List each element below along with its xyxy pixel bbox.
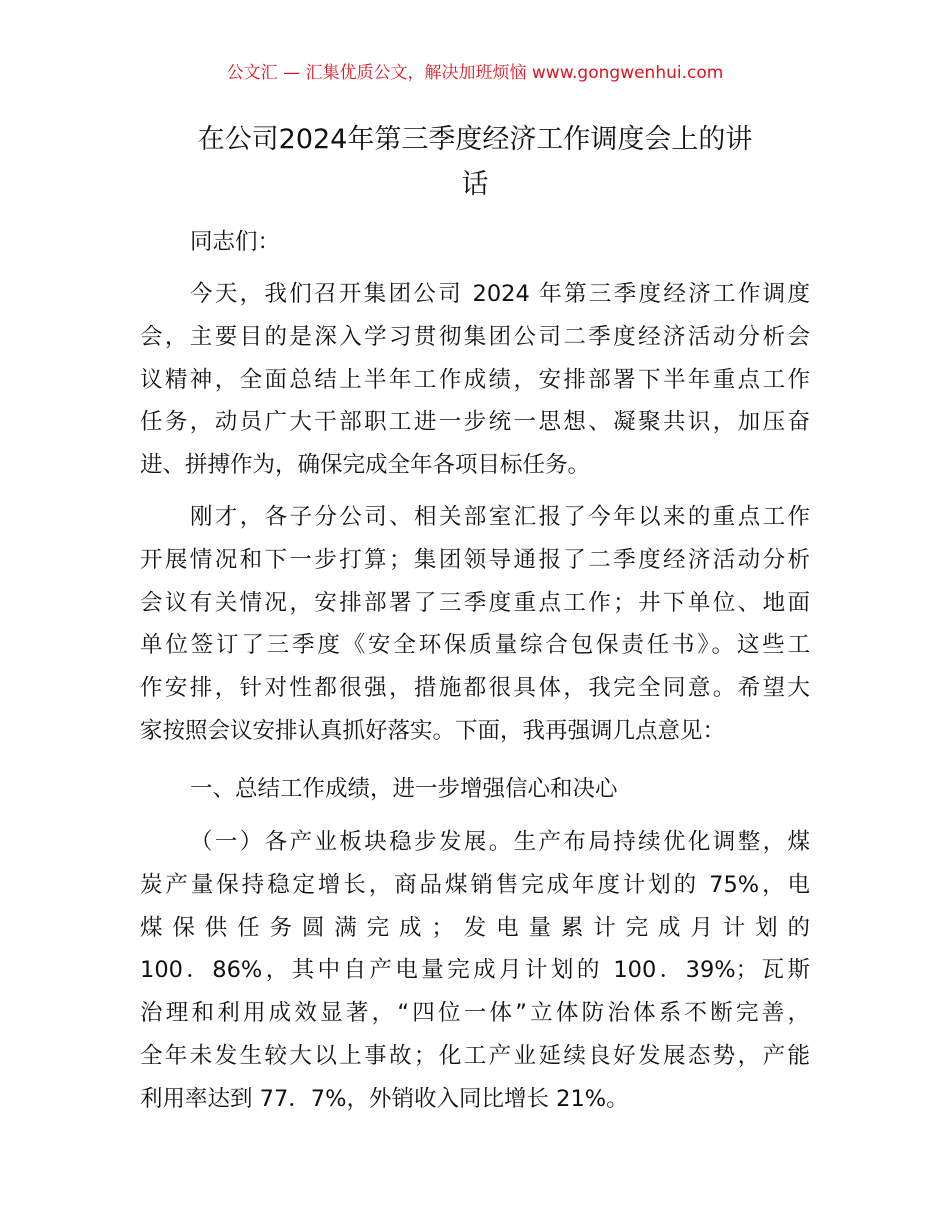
paragraph-4-line: 治理和利用成效显著，“四位一体”立体防治体系不断完善， [140, 1000, 810, 1027]
paragraph-4-line: 利用率达到 77．7%，外销收入同比增长 21%。 [140, 1085, 629, 1112]
paragraph-2-line: 会议有关情况，安排部署了三季度重点工作；井下单位、地面 [140, 589, 810, 616]
document-title-line-2: 话 [461, 169, 489, 200]
paragraph-2-line: 家按照会议安排认真抓好落实。下面，我再强调几点意见： [140, 718, 726, 744]
paragraph-4-line: 全年未发生较大以上事故；化工产业延续良好发展态势，产能 [140, 1043, 810, 1069]
paragraph-4-line: （一）各产业板块稳步发展。生产布局持续优化调整，煤 [190, 829, 810, 855]
paragraph-2-line: 开展情况和下一步打算；集团领导通报了二季度经济活动分析 [140, 546, 810, 573]
paragraph-1-line: 会，主要目的是深入学习贯彻集团公司二季度经济活动分析会 [140, 323, 810, 350]
paragraph-2-line: 作安排，针对性都很强，措施都很具体，我完全同意。希望大 [140, 675, 810, 702]
paragraph-1-line: 今天，我们召开集团公司 2024 年第三季度经济工作调度 [190, 281, 810, 307]
document-title-line-1: 在公司2024年第三季度经济工作调度会上的讲 [197, 124, 753, 155]
watermark-header: 公文汇 — 汇集优质公文，解决加班烦恼 www.gongwenhui.com [226, 63, 724, 83]
salutation: 同志们： [190, 229, 281, 255]
paragraph-1-line: 进、拼搏作为，确保完成全年各项目标任务。 [140, 452, 591, 479]
paragraph-2-line: 刚才，各子分公司、相关部室汇报了今年以来的重点工作 [190, 504, 810, 530]
paragraph-4-line: 炭产量保持稳定增长，商品煤销售完成年度计划的 75%，电 [140, 871, 810, 898]
paragraph-1-line: 议精神，全面总结上半年工作成绩，安排部署下半年重点工作 [140, 366, 810, 393]
paragraph-4-line: 煤保供任务圆满完成；发电量累计完成月计划的 [140, 914, 810, 941]
paragraph-4-line: 100．86%，其中自产电量完成月计划的 100．39%；瓦斯 [140, 957, 810, 984]
paragraph-1-line: 任务，动员广大干部职工进一步统一思想、凝聚共识，加压奋 [140, 409, 810, 436]
paragraph-3-line: 一、总结工作成绩，进一步增强信心和决心 [190, 776, 618, 802]
paragraph-2-line: 单位签订了三季度《安全环保质量综合包保责任书》。这些工 [140, 632, 810, 659]
